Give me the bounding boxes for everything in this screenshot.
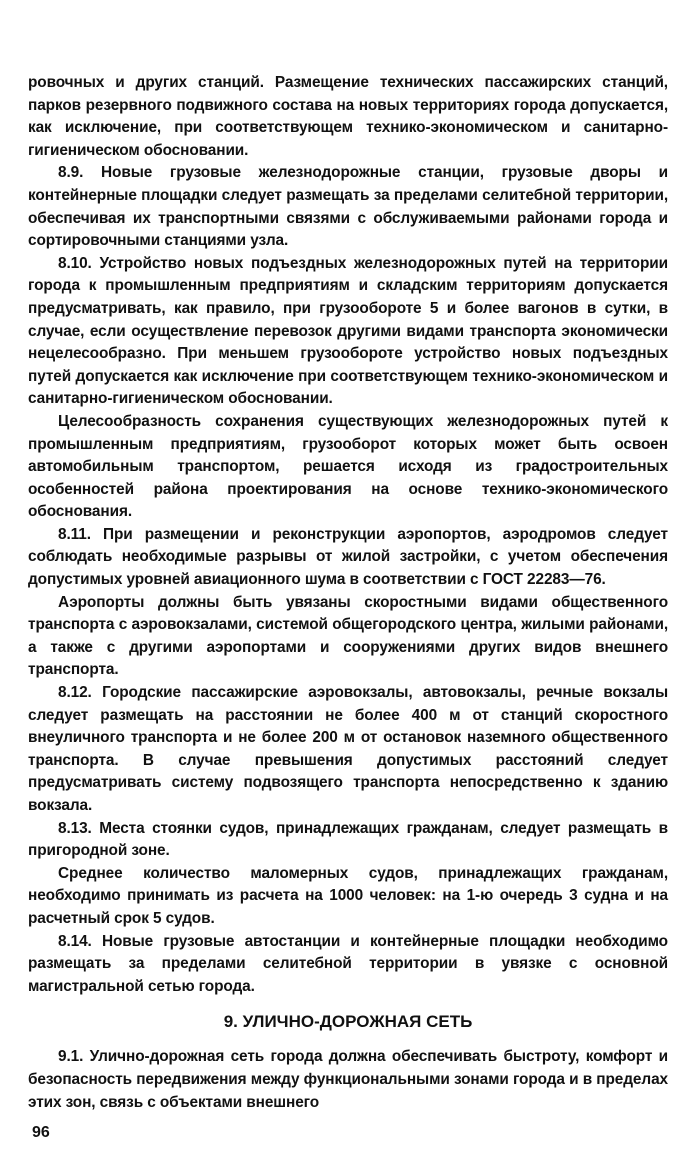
clause-number: 8.11. xyxy=(58,525,91,543)
paragraph-3 xyxy=(28,411,668,524)
clause-number: 8.13. xyxy=(58,819,92,837)
paragraph-text: При размещении и реконструкции аэропортов, аэродромов следует соблюдать необходимые разрывы от жилой застройки, с учетом обеспечения допустимых уровней авиационного шума в соответствии с ГОСТ 22283—76. xyxy=(28,525,668,589)
paragraph-text: Городские пассажирские аэровокзалы, автовокзалы, речные вокзалы следует размещать на расстоянии не более 400 м от станций скоростного внеуличного транспорта и не более 200 м от остановок наземного общественного транспорта. В случае превышения допустимых расстояний следует предусматривать систему подвозящего транспорта непосредственно к зданию вокзала. xyxy=(28,684,668,814)
paragraph-text: Улично-дорожная сеть города должна обеспечивать быстроту, комфорт и безопасность передвижения между функциональными зонами города и в пределах этих зон, связь с объектами внешнего xyxy=(28,1048,668,1111)
paragraph-6 xyxy=(28,682,668,818)
paragraph-text: Целесообразность сохранения существующих железнодорожных путей к промышленным предприятиям, грузооборот которых может быть освоен автомобильным транспортом, решается исходя из градостроительных особенностей района проектирования на основе технико-экономического обоснования. xyxy=(28,412,668,521)
clause-number: 8.10. xyxy=(58,254,92,272)
section-heading: 9. УЛИЧНО-ДОРОЖНАЯ СЕТЬ xyxy=(223,1012,473,1032)
paragraph-1 xyxy=(28,162,668,252)
paragraph-text: Места стоянки судов, принадлежащих гражданам, следует размещать в пригородной зоне. xyxy=(28,819,668,860)
paragraph-0 xyxy=(28,72,668,162)
paragraph-text: Аэропорты должны быть увязаны скоростными видами общественного транспорта с аэровокзалами, системой общегородского центра, жилыми районами, а также с другими аэропортами и сооружениями других видов внешнего транспорта. xyxy=(28,593,668,679)
paragraph-5 xyxy=(28,592,668,682)
paragraph-10 xyxy=(28,1046,668,1114)
paragraph-8 xyxy=(28,863,668,931)
clause-number: 8.14. xyxy=(58,932,92,950)
paragraph-7 xyxy=(28,818,668,863)
clause-number: 9.1. xyxy=(58,1048,84,1066)
clause-number: 8.12. xyxy=(58,684,92,702)
paragraph-text: Новые грузовые железнодорожные станции, грузовые дворы и контейнерные площадки следует размещать за пределами селитебной территории, обеспечивая их транспортными связями с обслуживаемыми районами города и сортировочными станциями узла. xyxy=(28,164,668,250)
page-number: 96 xyxy=(32,1124,50,1141)
paragraph-2 xyxy=(28,253,668,411)
paragraph-text: ровочных и других станций. Размещение технических пассажирских станций, парков резервного подвижного состава на новых территориях города допускается, как исключение, при соответствующем технико-экономическом и санитарно-гигиеническом обосновании. xyxy=(28,74,668,159)
paragraph-text: Новые грузовые автостанции и контейнерные площадки необходимо размещать за пределами селитебной территории в увязке с основной магистральной сетью города. xyxy=(28,932,668,995)
paragraphs-after xyxy=(28,1046,668,1114)
paragraph-4 xyxy=(28,524,668,592)
paragraph-text: Среднее количество маломерных судов, принадлежащих гражданам, необходимо принимать из расчета на 1000 человек: на 1-ю очередь 3 судна и на расчетный срок 5 судов. xyxy=(28,864,668,927)
clause-number: 8.9. xyxy=(58,164,84,182)
paragraphs-before xyxy=(28,72,668,998)
document-page xyxy=(28,72,668,1114)
paragraph-text: Устройство новых подъездных железнодорожных путей на территории города к промышленным предприятиям и складским территориям допускается предусматривать, как правило, при грузообороте 5 и более вагонов в сутки, в случае, если осуществление перевозок другими видами транспорта экономически нецелесообразно. При меньшем грузообороте устройство новых подъездных путей допускается как исключение при соответствующем технико-экономическом и санитарно-гигиеническом обосновании. xyxy=(28,254,668,408)
paragraph-9 xyxy=(28,931,668,999)
